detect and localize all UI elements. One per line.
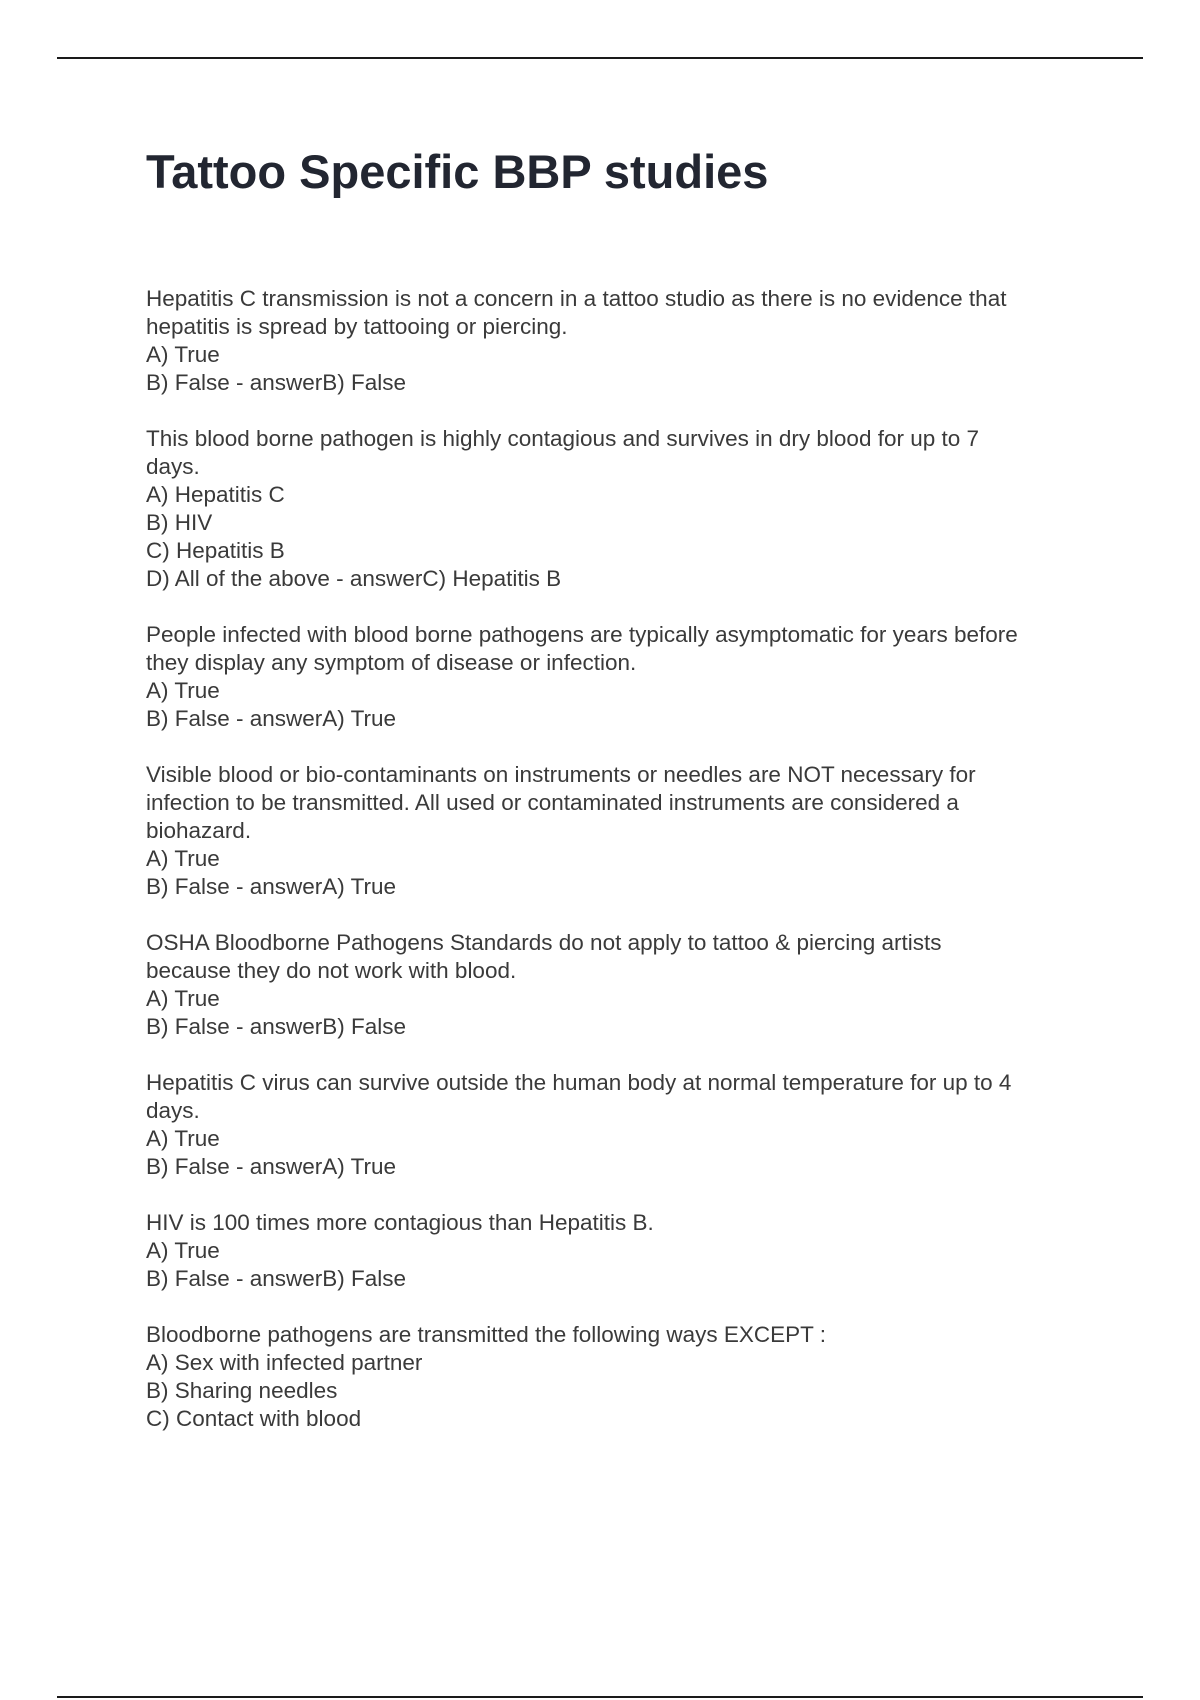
answer-option: B) HIV [146,510,213,535]
question-text: OSHA Bloodborne Pathogens Standards do not apply to tattoo & piercing artists [146,930,942,955]
answer-option: C) Contact with blood [146,1406,362,1431]
question-item [146,761,1096,901]
question-text: HIV is 100 times more contagious than Hepatitis B. [146,1210,654,1235]
answer-option: B) False - answerB) False [146,1014,407,1039]
answer-option: A) Hepatitis C [146,482,285,507]
page-title: Tattoo Specific BBP studies [146,145,769,198]
question-item [146,621,1096,733]
answer-option: A) True [146,342,220,367]
question-text: days. [146,1098,200,1123]
question-text: This blood borne pathogen is highly contagious and survives in dry blood for up to 7 [146,426,980,451]
question-text: infection to be transmitted. All used or contaminated instruments are considered a [146,790,959,815]
question-text: they display any symptom of disease or infection. [146,650,637,675]
top-rule [57,57,1143,59]
answer-option: B) False - answerA) True [146,1154,397,1179]
question-text: days. [146,454,200,479]
question-item [146,1069,1096,1181]
question-text: biohazard. [146,818,252,843]
question-item [146,1209,1096,1293]
answer-option: A) True [146,986,220,1011]
answer-option: C) Hepatitis B [146,538,285,563]
answer-option: A) Sex with infected partner [146,1350,423,1375]
bottom-rule [57,1696,1143,1698]
answer-option: A) True [146,678,220,703]
answer-option: A) True [146,846,220,871]
answer-option: B) False - answerB) False [146,370,407,395]
question-text: Visible blood or bio-contaminants on instruments or needles are NOT necessary for [146,762,976,787]
question-text: because they do not work with blood. [146,958,517,983]
question-list [146,285,1096,1461]
question-text: Bloodborne pathogens are transmitted the following ways EXCEPT : [146,1322,826,1347]
question-item [146,285,1096,397]
answer-option: B) False - answerB) False [146,1266,407,1291]
question-text: Hepatitis C transmission is not a concern in a tattoo studio as there is no evidence that [146,286,1007,311]
question-text: hepatitis is spread by tattooing or piercing. [146,314,568,339]
question-item [146,425,1096,593]
answer-option: B) False - answerA) True [146,874,397,899]
answer-option: D) All of the above - answerC) Hepatitis B [146,566,562,591]
answer-option: A) True [146,1238,220,1263]
question-item [146,1321,1096,1433]
question-text: Hepatitis C virus can survive outside the human body at normal temperature for up to 4 [146,1070,1012,1095]
answer-option: B) Sharing needles [146,1378,338,1403]
answer-option: B) False - answerA) True [146,706,397,731]
question-item [146,929,1096,1041]
answer-option: A) True [146,1126,220,1151]
question-text: People infected with blood borne pathogens are typically asymptomatic for years before [146,622,1018,647]
